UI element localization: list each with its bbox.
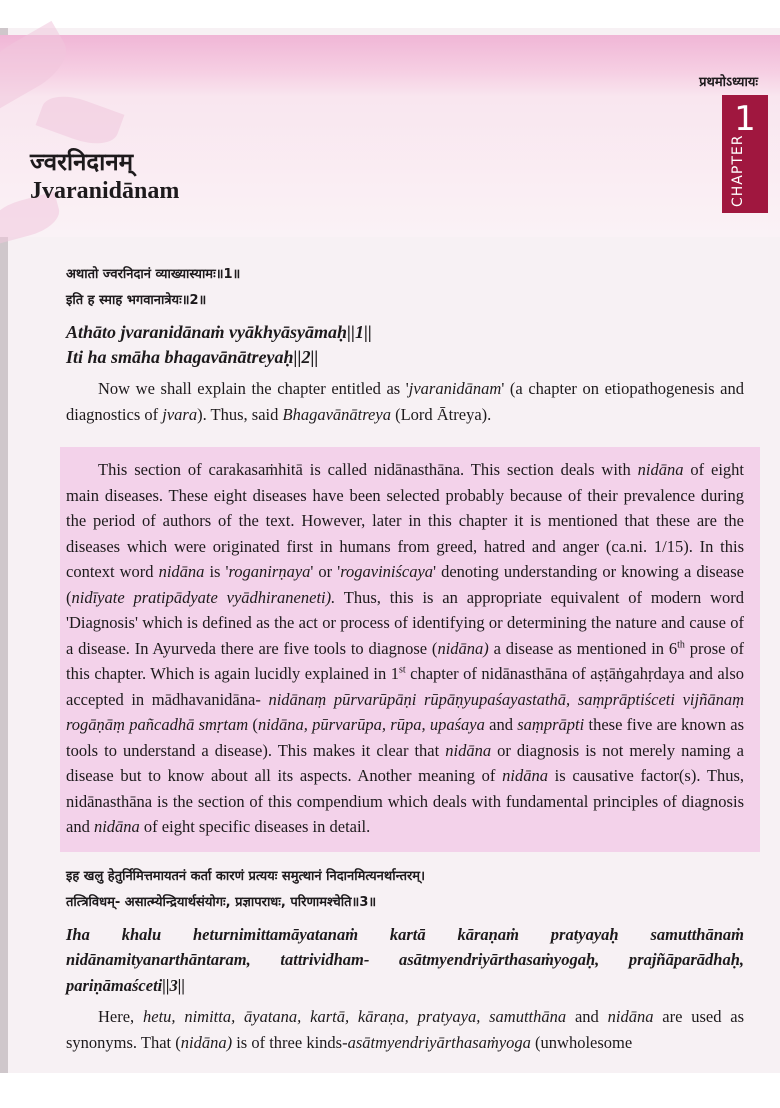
translation-paragraph-1 [66,376,744,427]
text-segment: or diagnosis is not merely naming a disease but to know about all its aspects. Another meaning of [66,740,744,785]
italic-term: rogaviniścaya [340,562,434,581]
italic-term: nidāna [502,766,548,785]
verse-2-transliteration: Iti ha smāha bhagavānātreyaḥ||2|| [66,347,319,367]
italic-term: nidāna) [180,1032,233,1052]
text-segment: ( [248,715,258,734]
text-segment: is ' [204,562,229,581]
italic-term: nidīyate pratipādyate vyādhiraneneti). [71,587,336,607]
italic-term: nidāna [158,562,205,581]
spacer [66,852,744,864]
verse-3-sanskrit-line-2: तत्त्रिविधम्- असात्म्येन्द्रियार्थसंयोगः, प्रज्ञापराधः, परिणामश्चेति॥3॥ [66,894,377,910]
commentary-paragraph [66,457,744,840]
text-segment: st [398,664,406,676]
italic-term: nidāna, pūrvarūpa, rūpa, upaśaya [257,715,485,734]
text-segment: ' or ' [310,562,341,581]
text-segment: Here, [98,1007,143,1026]
text-segment: are used as synonyms. That ( [66,1007,745,1052]
text-segment: chapter of nidānasthāna of aṣṭāṅgahṛdaya and also accepted in mādhavanidāna- [66,664,744,709]
verse-3-transliteration: Iha khalu heturnimittamāyatanaṁ kartā kāraṇaṁ pratyayaḥ samutthānaṁ nidānamityanarthāntaram, tattrividham- asātmyendriyārthasaṁyogaḥ, prajñāparādhaḥ, pariṇāmaśceti||3|| [66,924,744,995]
text-segment: (unwholesome [530,1032,633,1052]
text-segment: is causative factor(s). Thus, nidānasthāna is the section of this compendium which deals with fundamental principles of diagnosis and [66,766,744,836]
italic-term: nidānaṃ pūrvarūpāṇi rūpāṇyupaśayastathā, saṃprāptiśceti vijñānaṃ rogāṇāṃ pañcadhā smṛtam [66,689,744,734]
chapter-number: 1 [734,99,756,139]
text-segment: these five are known as tools to understand a disease). This makes it clear that [66,715,745,760]
text-segment: a disease as mentioned in 6 [488,638,678,658]
text-segment: is of three kinds- [232,1032,348,1052]
verse-1-sanskrit: अथातो ज्वरनिदानं व्याख्यास्यामः॥1॥ [66,267,241,282]
text-segment: ' (a chapter on etiopathogenesis and diagnostics of [66,379,744,424]
verse-1-transliteration: Athāto jvaranidānaṁ vyākhyāsyāmaḥ||1|| [66,322,372,342]
text-segment: ' denoting understanding or knowing a disease ( [66,562,744,607]
chapter-title-transliteration: Jvaranidānam [30,178,180,204]
italic-term: asātmyendriyārthasaṁyoga [347,1032,531,1052]
text-segment: prose of this chapter. Which is again lucidly explained in 1 [66,638,744,683]
italic-term: nidāna [637,460,684,479]
text-column [66,262,744,1055]
text-segment: Thus, this is an appropriate equivalent of modern word 'Diagnosis' which is defined as the act or process of identifying or determining the nature and cause of a disease. In Ayurveda there are five tools to diagnose ( [66,587,744,658]
text-segment: This section of carakasaṁhitā is called nidānasthāna. This section deals with [98,460,638,479]
chapter-label-sanskrit: प्रथमोऽध्यायः [699,75,758,90]
italic-term: nidāna [93,817,140,836]
header-band [0,35,780,97]
commentary-box [60,447,760,852]
text-segment: of eight main diseases. These eight diseases have been selected probably because of their prevalence during the period of authors of the text. However, later in this chapter it is mentioned that these are the diseases which were originated first in humans from greed, hatred and anger (ca.ni. 1/15). In this context word [66,460,744,581]
verse-2-sanskrit: इति ह स्माह भगवानात्रेयः॥2॥ [66,293,207,308]
italic-term: hetu, nimitta, āyatana, kartā, kāraṇa, pratyaya, samutthāna [143,1007,567,1026]
italic-term: Bhagavānātreya [282,404,391,424]
italic-term: nidāna [607,1007,654,1026]
chapter-word: CHAPTER [730,134,746,207]
italic-term: saṃprāpti [517,715,585,734]
text-segment: ). Thus, said [197,404,283,424]
chapter-title-devanagari: ज्वरनिदानम् [30,148,134,176]
italic-term: jvara [162,404,198,424]
text-segment: (Lord Ātreya). [390,404,492,424]
italic-term: nidāna) [437,638,489,658]
text-segment: th [677,639,685,650]
italic-term: roganirṇaya [228,562,311,581]
italic-term: nidāna [445,740,492,760]
translation-paragraph-3 [66,1004,744,1055]
chapter-tab [722,95,768,213]
text-segment: and [566,1007,608,1026]
italic-term: jvaranidānam [408,379,502,398]
text-segment: Now we shall explain the chapter entitled as ' [98,379,409,398]
text-segment: of eight specific diseases in detail. [139,817,371,836]
text-segment: and [484,715,518,734]
verse-3-sanskrit-line-1: इह खलु हेतुर्निमित्तमायतनं कर्ता कारणं प्रत्ययः समुत्थानं निदानमित्यनर्थान्तरम्। [66,868,426,884]
